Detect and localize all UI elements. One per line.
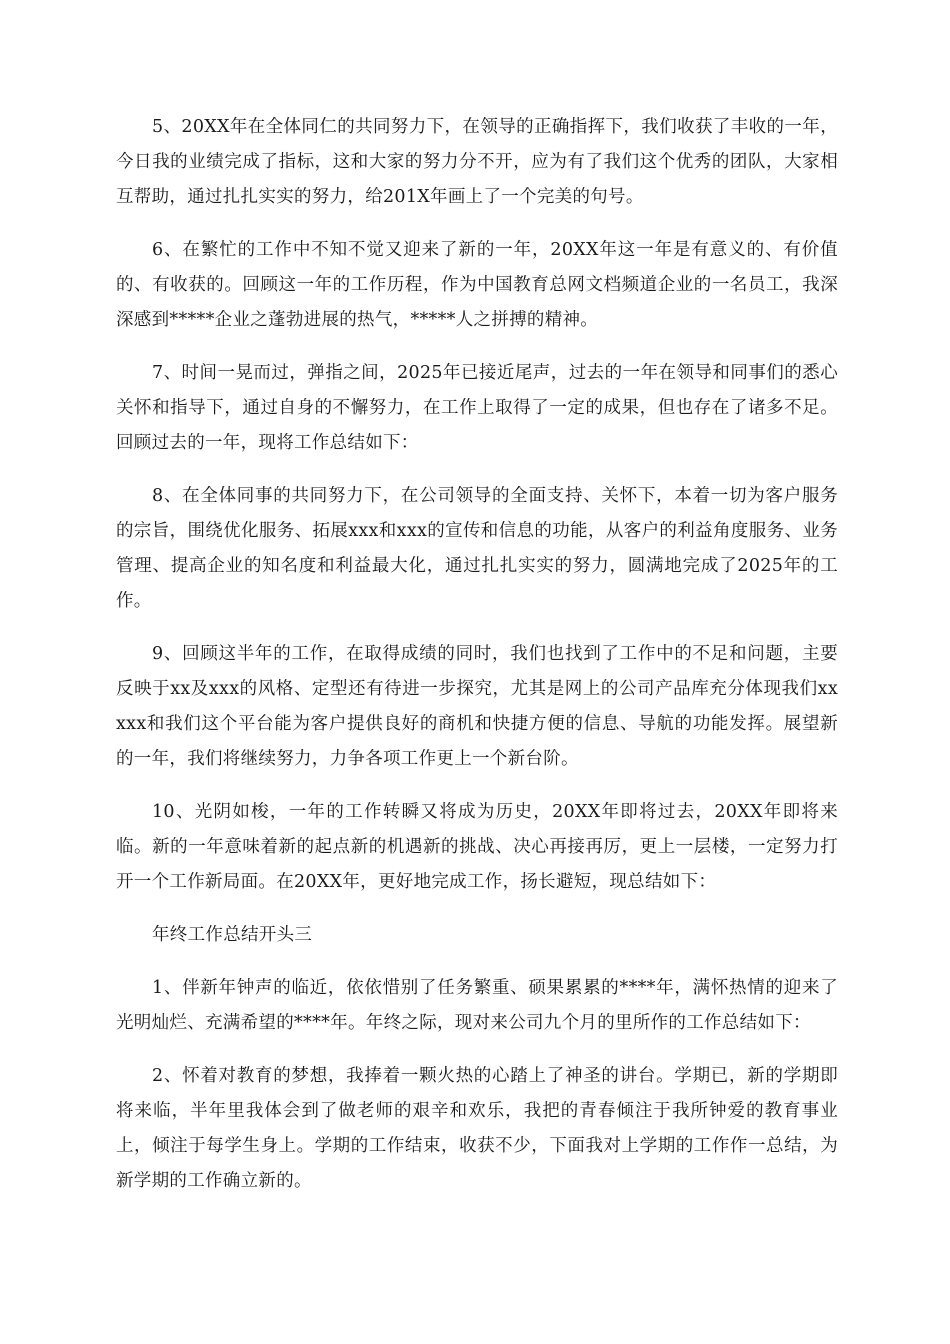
section-heading: 年终工作总结开头三 (152, 925, 313, 945)
paragraph-6: 6、在繁忙的工作中不知不觉又迎来了新的一年，20XX年这一年是有意义的、有价值的、有收获的。回顾这一年的工作历程，作为中国教育总网文档频道企业的一名员工，我深深感到*****企业之蓬勃进展的热气，*****人之拼搏的精神。 (116, 240, 838, 330)
paragraph-9: 9、回顾这半年的工作，在取得成绩的同时，我们也找到了工作中的不足和问题，主要反映于xx及xxx的风格、定型还有待进一步探究，尤其是网上的公司产品库充分体现我们xxxxx和我们这个平台能为客户提供良好的商机和快捷方便的信息、导航的功能发挥。展望新的一年，我们将继续努力，力争各项工作更上一个新台阶。 (116, 644, 838, 769)
document-body (116, 110, 838, 1217)
paragraph-10: 10、光阴如梭，一年的工作转瞬又将成为历史，20XX年即将过去，20XX年即将来临。新的一年意味着新的起点新的机遇新的挑战、决心再接再厉，更上一层楼，一定努力打开一个工作新局面。在20XX年，更好地完成工作，扬长避短，现总结如下： (116, 802, 838, 892)
paragraph-5: 5、20XX年在全体同仁的共同努力下，在领导的正确指挥下，我们收获了丰收的一年，今日我的业绩完成了指标，这和大家的努力分不开，应为有了我们这个优秀的团队，大家相互帮助，通过扎扎实实的努力，给201X年画上了一个完美的句号。 (116, 117, 838, 207)
section-paragraph-1: 1、伴新年钟声的临近，依依惜别了任务繁重、硕果累累的****年，满怀热情的迎来了光明灿烂、充满希望的****年。年终之际，现对来公司九个月的里所作的工作总结如下： (116, 978, 838, 1033)
paragraph-7: 7、时间一晃而过，弹指之间，2025年已接近尾声，过去的一年在领导和同事们的悉心关怀和指导下，通过自身的不懈努力，在工作上取得了一定的成果，但也存在了诸多不足。回顾过去的一年，现将工作总结如下： (116, 363, 838, 453)
section-paragraph-2: 2、怀着对教育的梦想，我捧着一颗火热的心踏上了神圣的讲台。学期已，新的学期即将来临，半年里我体会到了做老师的艰辛和欢乐，我把的青春倾注于我所钟爱的教育事业上，倾注于每学生身上。学期的工作结束，收获不少，下面我对上学期的工作作一总结，为新学期的工作确立新的。 (116, 1066, 838, 1191)
paragraph-8: 8、在全体同事的共同努力下，在公司领导的全面支持、关怀下，本着一切为客户服务的宗旨，围绕优化服务、拓展xxx和xxx的宣传和信息的功能，从客户的利益角度服务、业务管理、提高企业的知名度和利益最大化，通过扎扎实实的努力，圆满地完成了2025年的工作。 (116, 486, 838, 611)
